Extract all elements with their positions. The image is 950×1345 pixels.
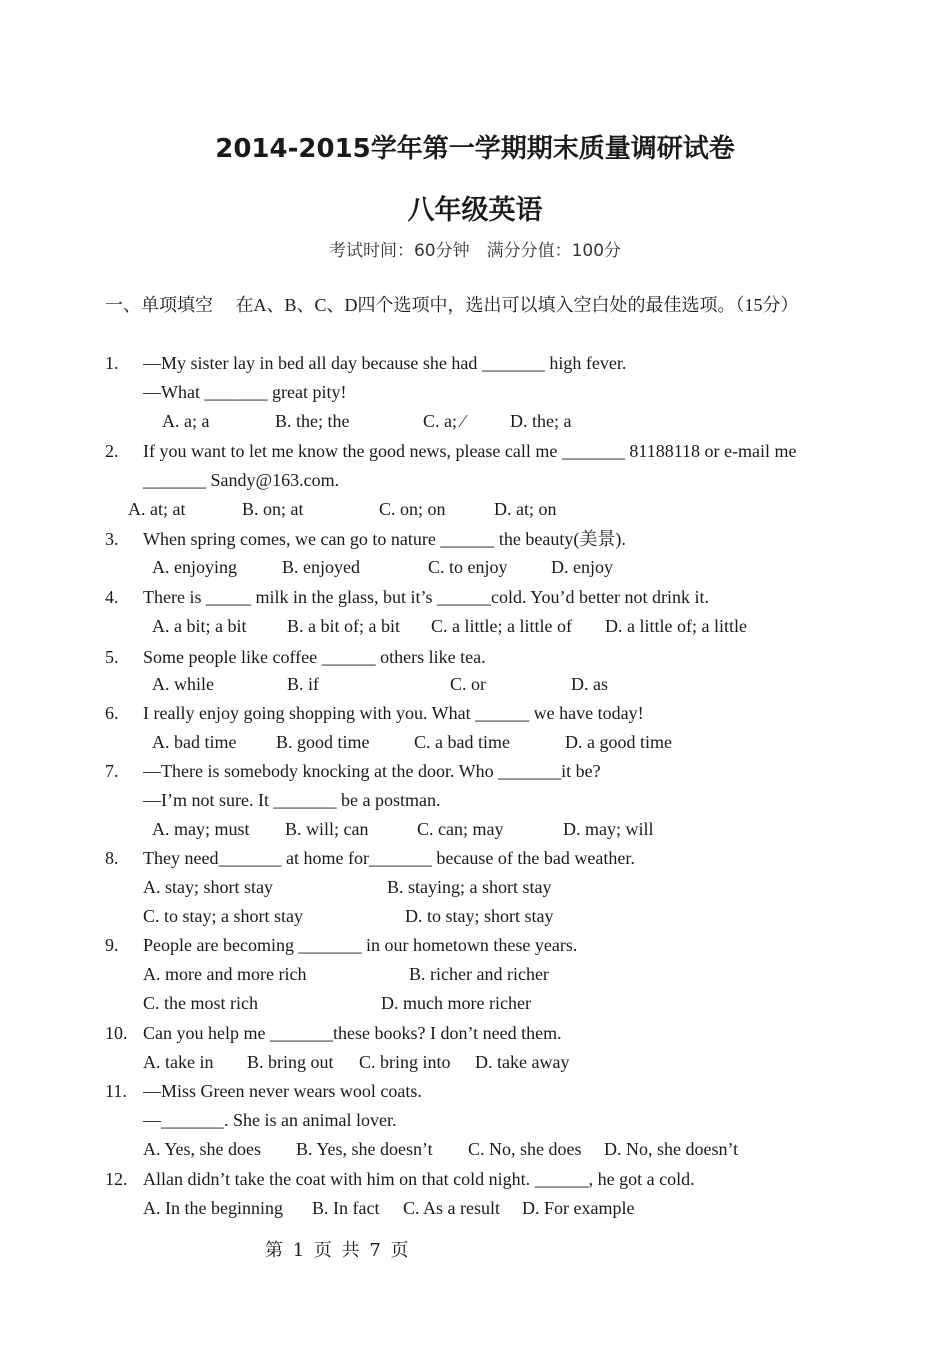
option: C. a bad time xyxy=(414,732,510,752)
question-number: 1. xyxy=(105,353,119,373)
option: C. a; ⁄ xyxy=(423,411,465,431)
question-number: 10. xyxy=(105,1023,128,1043)
option: C. As a result xyxy=(403,1198,500,1218)
option: D. a little of; a little xyxy=(605,616,747,636)
question-text: Some people like coffee ______ others like tea. xyxy=(143,647,486,667)
exam-title: 2014-2015学年第一学期期末质量调研试卷 xyxy=(215,134,735,164)
option: A. Yes, she does xyxy=(143,1139,262,1159)
option: A. while xyxy=(152,674,214,694)
question-number: 11. xyxy=(105,1081,127,1101)
option: B. In fact xyxy=(312,1198,380,1218)
option: D. For example xyxy=(522,1198,635,1218)
question-number: 5. xyxy=(105,647,119,667)
option: B. if xyxy=(287,674,320,694)
option: B. will; can xyxy=(285,819,369,839)
option: A. stay; short stay xyxy=(143,877,273,897)
option: C. can; may xyxy=(417,819,504,839)
question-number: 12. xyxy=(105,1169,128,1189)
question-number: 4. xyxy=(105,587,119,607)
option: A. bad time xyxy=(152,732,237,752)
question-number: 8. xyxy=(105,848,119,868)
question-text: When spring comes, we can go to nature ______ the beauty(美景). xyxy=(143,529,626,549)
option: D. at; on xyxy=(494,499,557,519)
option: C. or xyxy=(450,674,486,694)
question-text: Allan didn’t take the coat with him on that cold night. ______, he got a cold. xyxy=(143,1169,695,1189)
option: D. as xyxy=(571,674,608,694)
option: A. In the beginning xyxy=(143,1198,283,1218)
option: B. enjoyed xyxy=(282,557,360,577)
option: C. on; on xyxy=(379,499,446,519)
option: B. richer and richer xyxy=(409,964,549,984)
option: A. at; at xyxy=(128,499,186,519)
option: D. a good time xyxy=(565,732,672,752)
question-text: —I’m not sure. It _______ be a postman. xyxy=(143,790,441,810)
question-text: There is _____ milk in the glass, but it’s ______cold. You’d better not drink it. xyxy=(143,587,709,607)
option: B. on; at xyxy=(242,499,304,519)
question-text: Can you help me _______these books? I don’t need them. xyxy=(143,1023,562,1043)
option: C. bring into xyxy=(359,1052,451,1072)
question-number: 3. xyxy=(105,529,119,549)
option: A. enjoying xyxy=(152,557,237,577)
exam-info: 考试时间：60分钟 满分分值：100分 xyxy=(328,241,622,261)
option: C. to enjoy xyxy=(428,557,508,577)
option: C. a little; a little of xyxy=(431,616,572,636)
option: D. enjoy xyxy=(551,557,613,577)
question-text: If you want to let me know the good news, please call me _______ 81188118 or e-mail me xyxy=(143,441,797,461)
option: D. No, she doesn’t xyxy=(604,1139,739,1159)
question-text: I really enjoy going shopping with you. What ______ we have today! xyxy=(143,703,644,723)
option: B. good time xyxy=(276,732,370,752)
option: C. the most rich xyxy=(143,993,258,1013)
page-footer: 第 1 页 共 7 页 xyxy=(265,1240,411,1261)
option: D. may; will xyxy=(563,819,654,839)
option: C. No, she does xyxy=(468,1139,582,1159)
question-text: They need_______ at home for_______ because of the bad weather. xyxy=(143,848,635,868)
question-text: _______ Sandy@163.com. xyxy=(143,470,340,490)
option: A. take in xyxy=(143,1052,214,1072)
section-heading: 一、单项填空 在A、B、C、D四个选项中，选出可以填入空白处的最佳选项。（15分） xyxy=(105,295,799,315)
option: D. to stay; short stay xyxy=(405,906,554,926)
option: D. the; a xyxy=(510,411,572,431)
question-text: —There is somebody knocking at the door. Who _______it be? xyxy=(143,761,601,781)
exam-subtitle: 八年级英语 xyxy=(407,195,543,226)
option: D. much more richer xyxy=(381,993,531,1013)
option: B. a bit of; a bit xyxy=(287,616,400,636)
question-text: —Miss Green never wears wool coats. xyxy=(143,1081,422,1101)
option: B. Yes, she doesn’t xyxy=(296,1139,433,1159)
option: D. take away xyxy=(475,1052,570,1072)
question-text: —_______. She is an animal lover. xyxy=(143,1110,397,1130)
question-number: 9. xyxy=(105,935,119,955)
question-text: —What _______ great pity! xyxy=(143,382,347,402)
question-number: 6. xyxy=(105,703,119,723)
question-number: 2. xyxy=(105,441,119,461)
question-text: —My sister lay in bed all day because she had _______ high fever. xyxy=(143,353,627,373)
option: C. to stay; a short stay xyxy=(143,906,303,926)
option: B. staying; a short stay xyxy=(387,877,552,897)
option: B. bring out xyxy=(247,1052,334,1072)
question-number: 7. xyxy=(105,761,119,781)
option: A. more and more rich xyxy=(143,964,307,984)
option: A. may; must xyxy=(152,819,250,839)
option: B. the; the xyxy=(275,411,350,431)
question-text: People are becoming _______ in our hometown these years. xyxy=(143,935,578,955)
option: A. a bit; a bit xyxy=(152,616,247,636)
option: A. a; a xyxy=(162,411,210,431)
